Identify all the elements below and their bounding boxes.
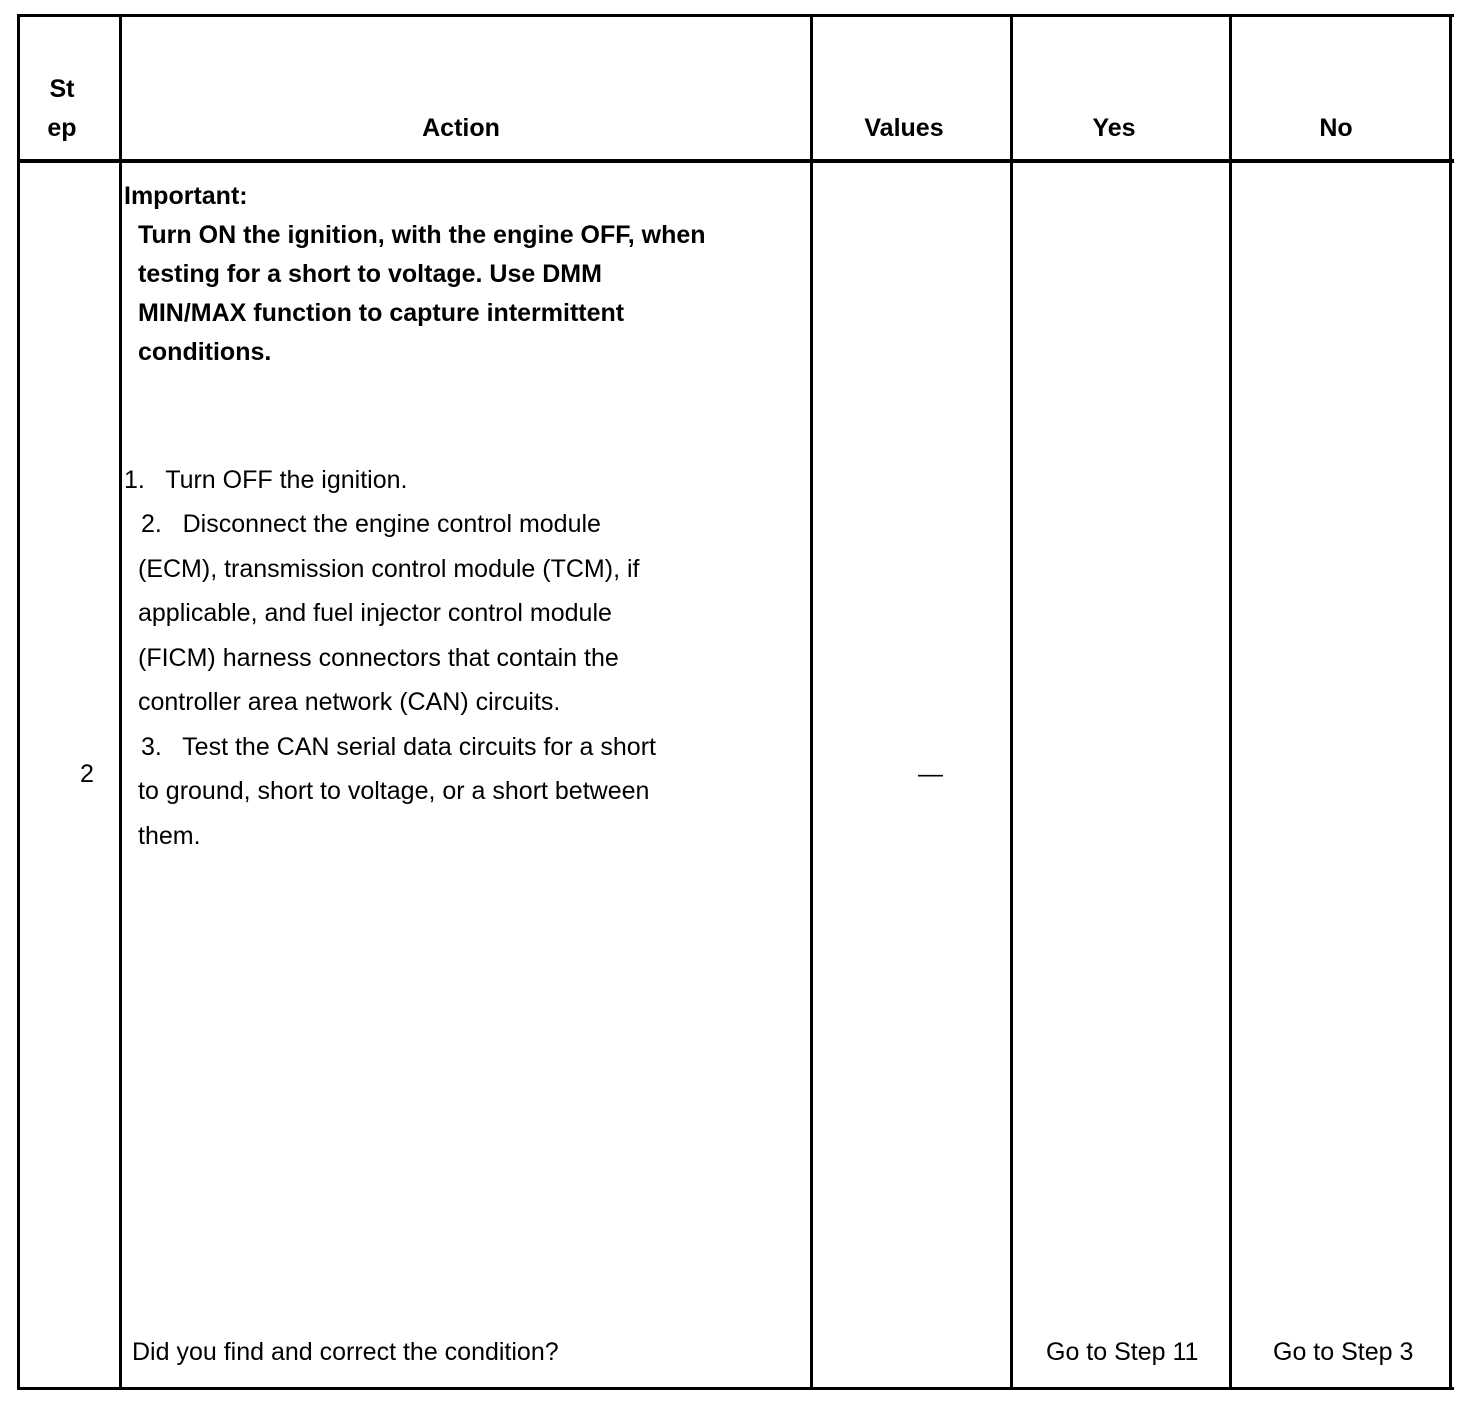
important-note [138,216,706,372]
important-line: MIN/MAX function to capture intermittent [138,299,625,327]
important-line: Turn ON the ignition, with the engine OFF, when [138,221,706,249]
procedure-step-line: (ECM), transmission control module (TCM), if [138,555,640,583]
column-border-right [1449,14,1452,1390]
header-step-line1: St [49,75,75,103]
procedure-step-line: them. [138,822,201,850]
step-number: 2 [80,760,94,788]
header-action: Action [422,114,500,142]
header-step-line2: ep [47,114,77,142]
procedure-step-line: applicable, and fuel injector control module [138,599,612,627]
header-yes: Yes [1092,114,1136,142]
no-action: Go to Step 3 [1273,1338,1414,1366]
yes-action: Go to Step 11 [1046,1338,1199,1366]
question-text: Did you find and correct the condition? [132,1338,559,1366]
column-border-left [17,14,20,1390]
procedure-step-line: to ground, short to voltage, or a short between [138,777,650,805]
values-cell: — [918,760,943,788]
header-step [20,70,104,148]
important-line: testing for a short to voltage. Use DMM [138,260,602,288]
procedure-step-line: 1. Turn OFF the ignition. [124,466,408,494]
procedure-step-line: 2. Disconnect the engine control module [134,510,601,538]
procedure-step-line: controller area network (CAN) circuits. [138,688,561,716]
header-bottom-border [17,159,1454,163]
column-border-step-action [119,14,122,1390]
column-border-values-yes [1010,14,1013,1390]
important-line: conditions. [138,338,272,366]
table-bottom-border [17,1387,1454,1390]
column-border-action-values [810,14,813,1390]
important-label: Important: [124,182,248,210]
column-border-yes-no [1229,14,1232,1390]
header-values: Values [864,114,944,142]
header-no: No [1319,114,1353,142]
table-top-border [17,14,1454,17]
procedure-step-line: 3. Test the CAN serial data circuits for a short [134,733,656,761]
procedure-step-line: (FICM) harness connectors that contain the [138,644,619,672]
